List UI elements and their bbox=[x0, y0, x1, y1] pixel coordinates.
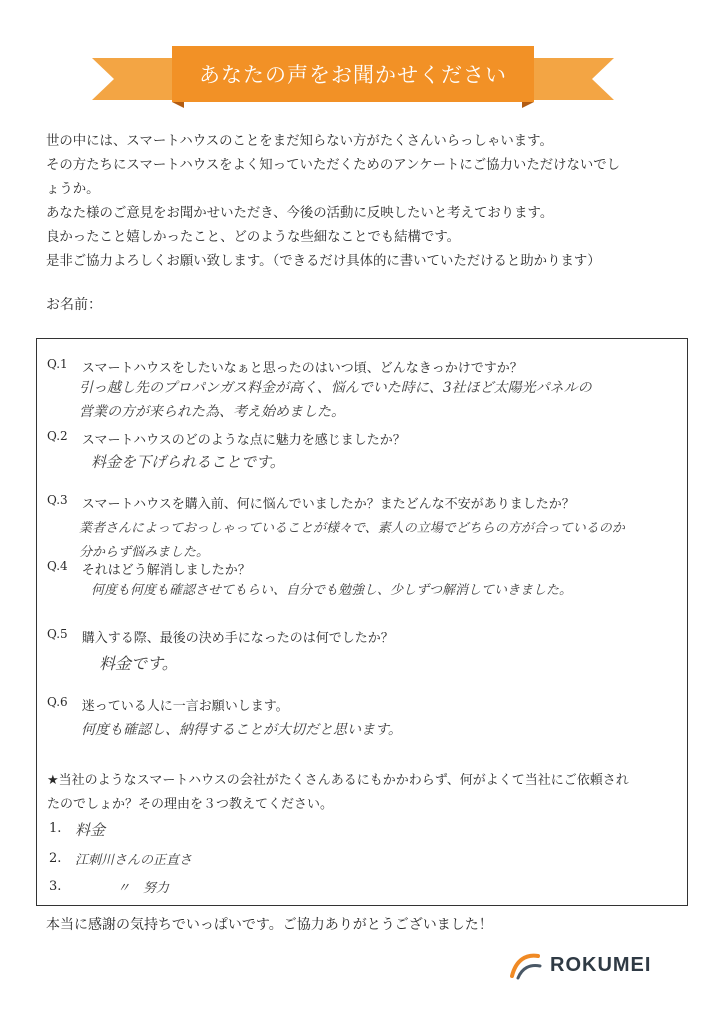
questionnaire-box bbox=[36, 338, 688, 906]
question-text: スマートハウスのどのような点に魅力を感じましたか？ bbox=[81, 433, 406, 448]
reasons-intro bbox=[47, 769, 677, 817]
answer-handwritten: 何度も確認し、納得することが大切だと思います。 bbox=[81, 722, 402, 738]
company-logo bbox=[508, 950, 651, 980]
question-text: それはどう解消しましたか？ bbox=[81, 563, 251, 578]
answer-handwritten: 料金です。 bbox=[99, 654, 178, 673]
intro-line: 是非ご協力よろしくお願い致します。（できるだけ具体的に書いていただけると助かります） bbox=[46, 254, 601, 269]
answer-handwritten: 何度も何度も確認させてもらい、自分でも勉強し、少しずつ解消していきました。 bbox=[91, 583, 573, 598]
answer-handwritten: 引っ越し先のプロパンガス料金が高く、悩んでいた時に、3社ほど太陽光パネルの bbox=[79, 380, 592, 396]
reason-number: 3. bbox=[49, 879, 62, 894]
question-4 bbox=[47, 559, 251, 578]
intro-line: 世の中には、スマートハウスのことをまだ知らない方がたくさんいらっしゃいます。 bbox=[46, 134, 553, 149]
question-text: 迷っている人に一言お願いします。 bbox=[81, 699, 289, 714]
question-number: Q.1 bbox=[47, 357, 68, 371]
rokumei-logo-icon bbox=[508, 950, 544, 980]
reasons-intro-line: たのでしょか？その理由を３つ教えてください。 bbox=[47, 797, 334, 812]
question-text: スマートハウスを購入前、何に悩んでいましたか？またどんな不安がありましたか？ bbox=[81, 497, 575, 512]
answer-handwritten: 分からず悩みました。 bbox=[79, 545, 210, 560]
question-text: 購入する際、最後の決め手になったのは何でしたか？ bbox=[81, 631, 394, 646]
question-number: Q.3 bbox=[47, 493, 68, 507]
question-number: Q.5 bbox=[47, 627, 68, 641]
reason-text: 〃 努力 bbox=[117, 881, 170, 896]
reasons-intro-line: ★当社のようなスマートハウスの会社がたくさんあるにもかかわらず、何がよくて当社にご依頼され bbox=[47, 773, 629, 788]
intro-text bbox=[46, 130, 686, 274]
question-number: Q.2 bbox=[47, 429, 68, 443]
question-number: Q.6 bbox=[47, 695, 68, 709]
intro-line: その方たちにスマートハウスをよく知っていただくためのアンケートにご協力いただけないでし bbox=[46, 158, 621, 173]
answer-handwritten: 営業の方が来られた為、考え始めました。 bbox=[79, 404, 345, 420]
question-2 bbox=[47, 429, 406, 448]
intro-line: あなた様のご意見をお聞かせいただき、今後の活動に反映したいと考えております。 bbox=[46, 206, 554, 221]
name-label: お名前： bbox=[46, 297, 102, 313]
question-text: スマートハウスをしたいなぁと思ったのはいつ頃、どんなきっかけですか？ bbox=[81, 361, 523, 376]
intro-line: 良かったこと嬉しかったこと、どのような些細なことでも結構です。 bbox=[46, 230, 461, 245]
question-1 bbox=[47, 357, 523, 376]
reason-text: 江刺川さんの正直さ bbox=[75, 853, 193, 868]
logo-text: ROKUMEI bbox=[550, 953, 652, 976]
answer-handwritten: 料金を下げられることです。 bbox=[91, 453, 285, 471]
page-title: あなたの声をお聞かせください bbox=[199, 63, 507, 87]
reason-number: 1. bbox=[49, 821, 62, 836]
title-banner bbox=[92, 46, 614, 108]
reason-number: 2. bbox=[49, 851, 62, 866]
answer-handwritten: 業者さんによっておっしゃっていることが様々で、素人の立場でどちらの方が合っているのか bbox=[79, 521, 625, 536]
reason-text: 料金 bbox=[75, 821, 106, 839]
intro-line: ょうか。 bbox=[46, 182, 100, 197]
question-6 bbox=[47, 695, 289, 714]
question-3 bbox=[47, 493, 575, 512]
question-number: Q.4 bbox=[47, 559, 68, 573]
question-5 bbox=[47, 627, 394, 646]
closing-message: 本当に感謝の気持ちでいっぱいです。ご協力ありがとうございました！ bbox=[46, 917, 493, 933]
